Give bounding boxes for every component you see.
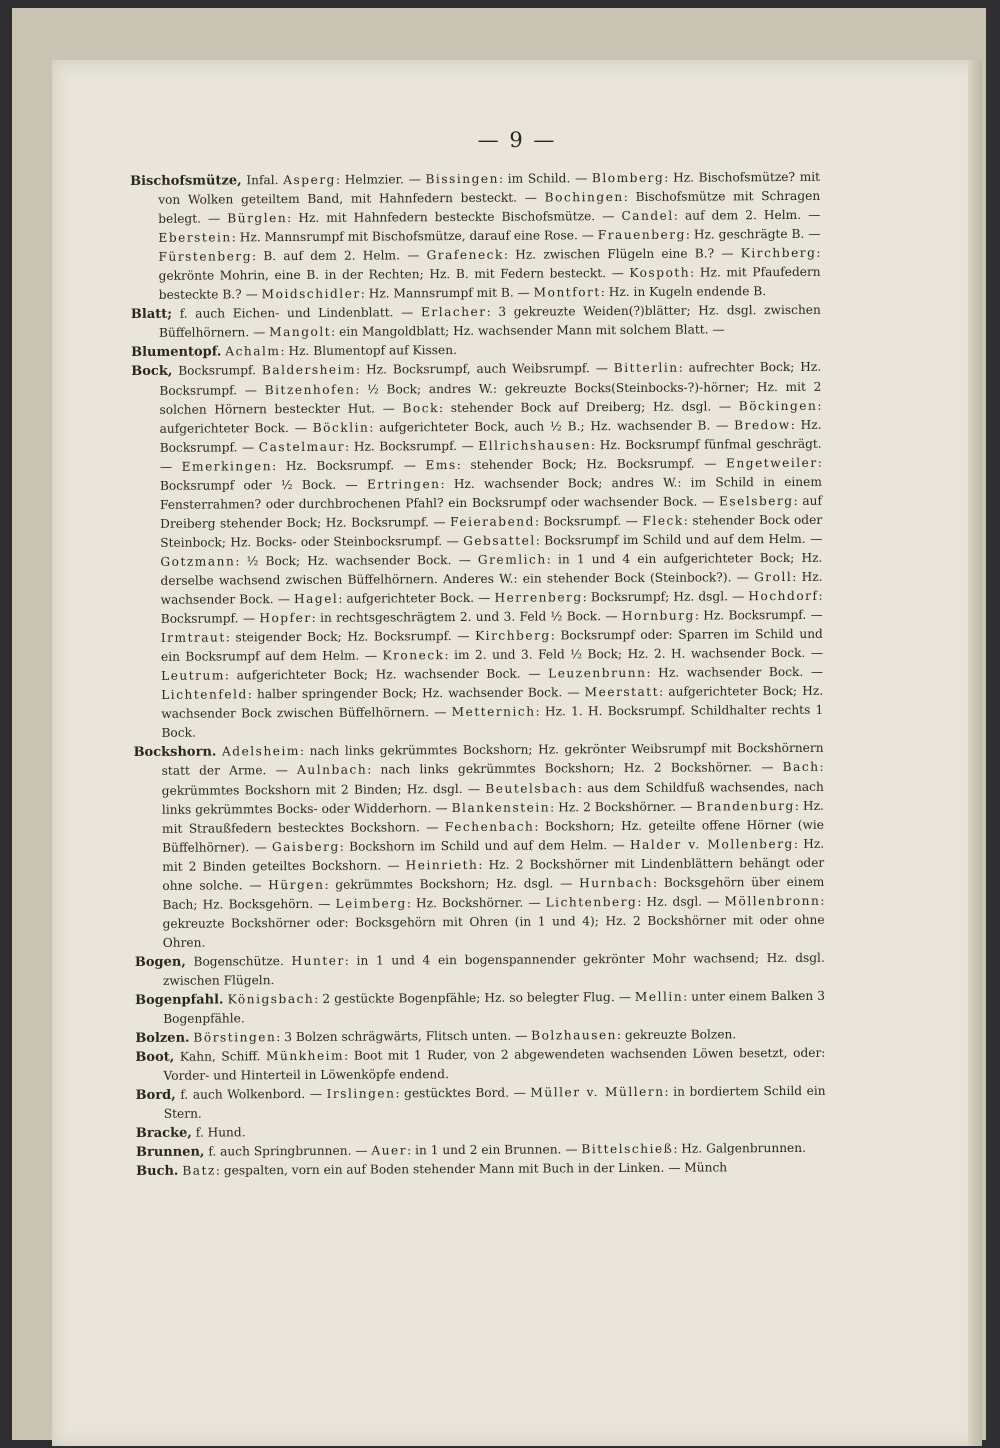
dictionary-entry: [133, 739, 824, 953]
place-name: Leimberg: [335, 896, 407, 911]
entry-text: f. auch Springbrunnen. —: [204, 1143, 372, 1159]
entry-text: : Hz. Mannsrumpf mit Bischofsmütze, darauf eine Rose. —: [231, 228, 598, 245]
entry-headword: Blatt;: [130, 307, 173, 323]
entry-text: : auf dem 2. Helm. —: [673, 207, 821, 223]
place-name: Hunter: [291, 953, 345, 968]
entry-headword: Bord,: [135, 1087, 176, 1104]
place-name: Herrenberg: [494, 590, 583, 605]
place-name: Leuzenbrunn: [548, 666, 647, 681]
place-name: Kirchberg: [475, 628, 551, 644]
place-name: Lichtenberg: [545, 894, 638, 910]
place-name: Heinrieth: [405, 857, 479, 873]
binding-board: [12, 8, 986, 1440]
entry-text: : in rechtsgeschrägtem 2. und 3. Feld ½ Bock. —: [311, 609, 622, 625]
place-name: Groll: [754, 569, 793, 585]
entry-text: : Hz. Bocksrumpf. —: [345, 438, 479, 454]
entry-text: : Hz. in Kugeln endende B.: [600, 284, 767, 300]
place-name: Eberstein: [158, 230, 232, 245]
entry-text: : Hz. Bocksrumpf. —: [159, 417, 822, 455]
dictionary-entry: [130, 168, 821, 306]
place-name: Gebsattel: [463, 533, 536, 548]
place-name: Kospoth: [629, 265, 691, 281]
entry-headword: Boot,: [135, 1049, 175, 1066]
dictionary-entry: [131, 358, 823, 743]
place-name: Auer: [371, 1143, 408, 1158]
entry-text: : Hz. Bocksrumpf. —: [694, 607, 823, 623]
entry-text: : gekrönte Mohrin, eine B. in der Rechten; Hz. B. mit Federn besteckt. —: [158, 245, 821, 284]
place-name: Aulnbach: [296, 763, 368, 778]
dictionary-entry: [136, 1082, 826, 1124]
entry-text: : im 2. und 3. Feld ½ Bock; Hz. 2. H. wachsender Bock. —: [444, 645, 823, 663]
entry-text: f. Hund.: [191, 1125, 246, 1140]
entry-text: : Hz. Mannsrumpf mit B. —: [360, 285, 534, 301]
place-name: Baldersheim: [261, 363, 357, 378]
place-name: Beutelsbach: [485, 780, 578, 796]
place-name: Börstingen: [193, 1030, 277, 1045]
entry-text: : 3 gekreuzte Weiden(?)blätter; Hz. dsgl. zwischen Büffelhörnern. —: [158, 303, 821, 341]
entry-headword: Bockshorn.: [133, 744, 217, 761]
place-name: Castelmaur: [258, 439, 346, 454]
place-name: Adelsheim: [221, 744, 300, 759]
place-name: Grafeneck: [426, 247, 504, 263]
entry-text: : Bockshorn im Schild und auf dem Helm. —: [339, 837, 631, 854]
entry-headword: Bogen,: [134, 954, 186, 970]
entry-text: : Bischofsmütze mit Schragen belegt. —: [158, 188, 821, 226]
entry-text: : Hz. 1. H. Bocksrumpf. Schildhalter rechts 1 Bock.: [161, 703, 824, 741]
place-name: Bock: [402, 400, 439, 415]
dictionary-entry: [135, 987, 825, 1029]
dictionary-entry: [135, 1044, 825, 1086]
place-name: Metternich: [451, 704, 536, 720]
entry-text: : Hz. 2 Bockshörner mit Lindenblättern behängt oder ohne solche. —: [162, 855, 825, 893]
dictionary-entry: [135, 949, 825, 991]
entry-text: : Hz. geschrägte B. —: [685, 226, 821, 242]
place-name: Böcklin: [312, 420, 370, 435]
dictionary-entry: [131, 301, 821, 343]
entry-text: : aufgerichteter Bock; Hz. wachsender Bock. —: [224, 666, 549, 683]
entry-text: : aufgerichteter Bock; Hz. wachsender Bock zwischen Büffelhörnern. —: [161, 684, 824, 722]
place-name: Bredow: [734, 417, 791, 432]
entry-text: f. auch Wolkenbord. —: [175, 1087, 327, 1102]
entry-text: : nach links gekrümmtes Bockshorn; Hz. gekrönter Weibsrumpf mit Bockshörnern statt der Arme. —: [161, 741, 824, 779]
place-name: Münkheim: [265, 1048, 345, 1064]
entry-text: : gekreuzte Bolzen.: [616, 1027, 737, 1043]
place-name: Irmtraut: [160, 630, 226, 645]
entry-text: : aufrechter Bock; Hz. Bocksrumpf. —: [159, 360, 822, 398]
entry-text: : aufgerichteter Bock, auch ½ B.; Hz. wachsender B. —: [369, 417, 735, 435]
entry-text: : ½ Bock; andres W.: gekreuzte Bocks(Steinbocks-?)-hörner; Hz. mit 2 solchen Hörnern besteckter Hut. —: [159, 379, 822, 417]
place-name: Kirchberg: [740, 245, 817, 261]
entry-text: : in bordiertem Schild ein Stern.: [163, 1084, 826, 1122]
entry-text: : in 1 und 4 ein bogenspannender gekrönter Mohr wachsend; Hz. dsgl. zwischen Flügeln.: [162, 950, 825, 988]
place-name: Fechenbach: [444, 819, 535, 834]
place-name: Ellrichshausen: [478, 437, 592, 453]
place-name: Bissingen: [425, 171, 499, 187]
entry-text: : Hz. mit Pfaufedern besteckte B.? —: [158, 265, 821, 303]
entry-text: : aufgerichteter Bock. —: [338, 590, 495, 606]
entry-text: : stehender Bock; Hz. Bocksrumpf. —: [456, 456, 727, 472]
dictionary-entry: [136, 1158, 826, 1181]
place-name: Erlacher: [420, 305, 487, 320]
place-name: Böckingen: [738, 398, 818, 413]
place-name: Halder v. Mollenberg: [629, 836, 794, 852]
place-name: Bolzhausen: [531, 1028, 618, 1043]
entry-text: : Hz. dsgl. —: [637, 894, 725, 909]
entry-text: : 3 Bolzen schrägwärts, Flitsch unten. —: [276, 1028, 532, 1045]
entry-headword: Buch.: [136, 1164, 179, 1180]
entry-text: : Hz. 2 Bockshörner. —: [550, 799, 697, 814]
entry-text: : steigender Bock; Hz. Bocksrumpf. —: [225, 629, 476, 645]
entry-headword: Bolzen.: [135, 1030, 190, 1047]
place-name: Hopfer: [259, 610, 312, 626]
entry-text: : gekreuzte Bockshörner oder: Bocksgehörn mit Ohren (in 1 und 4); Hz. 2 Bockshörner mit oder ohne Ohren.: [162, 893, 825, 950]
place-name: Batz: [182, 1163, 216, 1179]
entry-text: : halber springender Bock; Hz. wachsender Bock. —: [247, 685, 585, 702]
entry-headword: Bock,: [131, 364, 173, 380]
entry-text: : Hz. mit Hahnfedern besteckte Bischofsmütze. —: [287, 209, 622, 226]
entry-text: : Bocksrumpf. —: [534, 513, 643, 529]
place-name: Gotzmann: [160, 554, 236, 569]
entry-headword: Bracke,: [135, 1125, 192, 1142]
entry-text: : Hz. zwischen Flügeln eine B.? —: [503, 246, 741, 262]
entry-text: : gespalten, vorn ein auf Boden stehender Mann mit Buch in der Linken. — Münch: [215, 1160, 728, 1178]
entry-headword: Brunnen,: [135, 1144, 205, 1161]
place-name: Möllenbronn: [724, 893, 821, 909]
entry-text: : Bocksrumpf; Hz. dsgl. —: [582, 589, 749, 605]
place-name: Engetweiler: [725, 455, 818, 471]
entry-text: : Hz. wachsender Bock; andres W.: im Schild in einem Fensterrahmen? oder durchbrochenen Pfahl? ein Bocksrumpf oder wachsender Bock. —: [159, 474, 822, 512]
entry-text: : Hz. mit Straußfedern bestecktes Bockshorn. —: [161, 798, 824, 836]
entry-text: f. auch Eichen- und Lindenblatt. —: [171, 305, 422, 322]
entry-text: : in 1 und 4 ein aufgerichteter Bock; Hz. derselbe wachsend zwischen Büffelhörnern. Anderes W.: ein stehender Bock (Steinbock?). —: [160, 550, 823, 588]
entry-text: : Bockshorn; Hz. geteilte offene Hörner (wie Büffelhörner). —: [162, 817, 825, 855]
entry-text: : gekrümmtes Bockshorn mit 2 Binden; Hz. dsgl. —: [161, 760, 824, 798]
page-edge: [968, 60, 982, 1446]
entry-headword: Bogenpfahl.: [135, 992, 224, 1008]
entry-text: : Hz. Bocksrumpf fünfmal geschrägt. —: [159, 436, 822, 474]
entry-text: : Hz. mit 2 Binden geteiltes Bockshorn. —: [162, 836, 825, 874]
place-name: Candel: [621, 208, 674, 224]
entry-headword: Bischofsmütze,: [130, 173, 242, 189]
entry-text: : stehender Bock auf Dreiberg; Hz. dsgl. —: [438, 398, 739, 415]
entry-text: : 2 gestückte Bogenpfähle; Hz. so belegter Flug. —: [314, 989, 635, 1006]
place-name: Achalm: [225, 344, 281, 359]
place-name: Bach: [782, 760, 820, 775]
place-name: Montfort: [533, 285, 601, 300]
place-name: Irslingen: [326, 1086, 396, 1102]
entry-text: : Bocksrumpf oder: Sparren im Schild und ein Bocksrumpf auf dem Helm. —: [160, 626, 823, 664]
entry-text: : Hz. Bocksrumpf, auch Weibsrumpf. —: [356, 361, 614, 378]
entry-text: : Bocksrumpf im Schild und auf dem Helm. —: [535, 531, 823, 548]
place-name: Mangolt: [269, 325, 332, 340]
place-name: Emerkingen: [181, 458, 273, 474]
entry-text: : gestücktes Bord. —: [395, 1085, 531, 1101]
entry-text: : in 1 und 2 ein Brunnen. —: [407, 1142, 582, 1158]
entry-text: : Helmzier. —: [335, 172, 426, 187]
entry-text: : Bocksgehörn über einem Bach; Hz. Bocksgehörn. —: [162, 874, 825, 912]
entry-text: : stehender Bock oder Steinbock; Hz. Bocks- oder Steinbocksrumpf. —: [160, 512, 823, 550]
entry-text: Kahn, Schiff.: [174, 1049, 267, 1064]
place-name: Fleck: [642, 513, 684, 528]
place-name: Asperg: [283, 172, 336, 188]
place-name: Feierabend: [450, 514, 535, 529]
book-page: [52, 60, 982, 1446]
entry-list: [130, 168, 826, 1182]
entry-text: : Hz. wachsender Bock. —: [646, 664, 824, 681]
place-name: Frauenberg: [597, 227, 686, 243]
entry-text: : unter einem Balken 3 Bogenpfähle.: [163, 988, 826, 1026]
place-name: Hornburg: [621, 608, 695, 624]
entry-text: : gekrümmtes Bockshorn; Hz. dsgl. —: [324, 876, 580, 892]
entry-headword: Blumentopf.: [131, 344, 222, 361]
entry-text: : Hz. Bocksrumpf. —: [272, 457, 426, 473]
entry-text: : Hz. Bockshörner. —: [406, 895, 546, 911]
entry-text: : auf Dreiberg stehender Bock; Hz. Bocksrumpf. —: [160, 493, 823, 531]
place-name: Bochingen: [544, 190, 624, 205]
place-name: Bürglen: [227, 211, 288, 226]
place-name: Ems: [425, 457, 457, 472]
entry-text: : Hz. Bischofsmütze? mit von Wolken geteiltem Band, mit Hahnfedern besteckt. —: [158, 169, 821, 207]
entry-text: Bocksrumpf.: [172, 363, 262, 379]
place-name: Brandenburg: [696, 798, 795, 814]
entry-text: : ein Mangoldblatt; Hz. wachsender Mann mit solchem Blatt. —: [331, 322, 725, 340]
place-name: Blankenstein: [451, 799, 551, 815]
entry-text: : aufgerichteter Bock. —: [159, 398, 822, 436]
entry-text: : im Schild. —: [498, 171, 592, 186]
place-name: Hochdorf: [748, 588, 819, 604]
place-name: Fürstenberg: [158, 249, 253, 265]
place-name: Hurnbach: [578, 875, 653, 891]
place-name: Meerstatt: [584, 685, 660, 700]
place-name: Ertringen: [366, 476, 441, 492]
place-name: Blomberg: [591, 170, 665, 186]
place-name: Lichtenfeld: [161, 687, 248, 703]
place-name: Gremlich: [477, 552, 547, 567]
entry-text: : ½ Bock; Hz. wachsender Bock. —: [235, 552, 478, 569]
place-name: Eselsberg: [718, 493, 794, 509]
place-name: Gaisberg: [271, 839, 340, 854]
entry-text: : Boot mit 1 Ruder, von 2 abgewendeten wachsenden Löwen besetzt, oder: Vorder- und Hinterteil in Löwenköpfe endend.: [163, 1045, 826, 1084]
entry-text: Bogenschütze.: [185, 953, 292, 969]
place-name: Hürgen: [268, 877, 325, 892]
place-name: Hagel: [293, 591, 339, 607]
place-name: Moidschidler: [261, 286, 361, 302]
entry-text: : nach links gekrümmtes Bockshorn; Hz. 2 Bockshörner. —: [367, 760, 783, 778]
entry-text: : aus dem Schildfuß wachsendes, nach links gekrümmtes Bocks- oder Widderhorn. —: [161, 779, 824, 817]
entry-text: : Bocksrumpf oder ½ Bock. —: [159, 455, 822, 493]
place-name: Königsbach: [227, 991, 315, 1007]
entry-text: : Hz. wachsender Bock. —: [160, 569, 823, 607]
place-name: Mellin: [634, 989, 684, 1004]
entry-text: Infal.: [241, 173, 284, 188]
place-name: Bitterlin: [613, 361, 679, 376]
entry-text: : Bocksrumpf. —: [160, 588, 823, 626]
entry-text: : B. auf dem 2. Helm. —: [251, 248, 427, 264]
page-number: — 9 —: [477, 128, 557, 152]
entry-text: : Hz. Galgenbrunnen.: [673, 1141, 807, 1157]
place-name: Kroneck: [382, 648, 445, 663]
place-name: Bittelschieß: [581, 1142, 674, 1157]
place-name: Leutrum: [161, 668, 225, 684]
entry-text: : Hz. Blumentopf auf Kissen.: [280, 343, 457, 359]
place-name: Müller v. Müllern: [530, 1085, 665, 1100]
place-name: Bitzenhofen: [264, 382, 356, 397]
